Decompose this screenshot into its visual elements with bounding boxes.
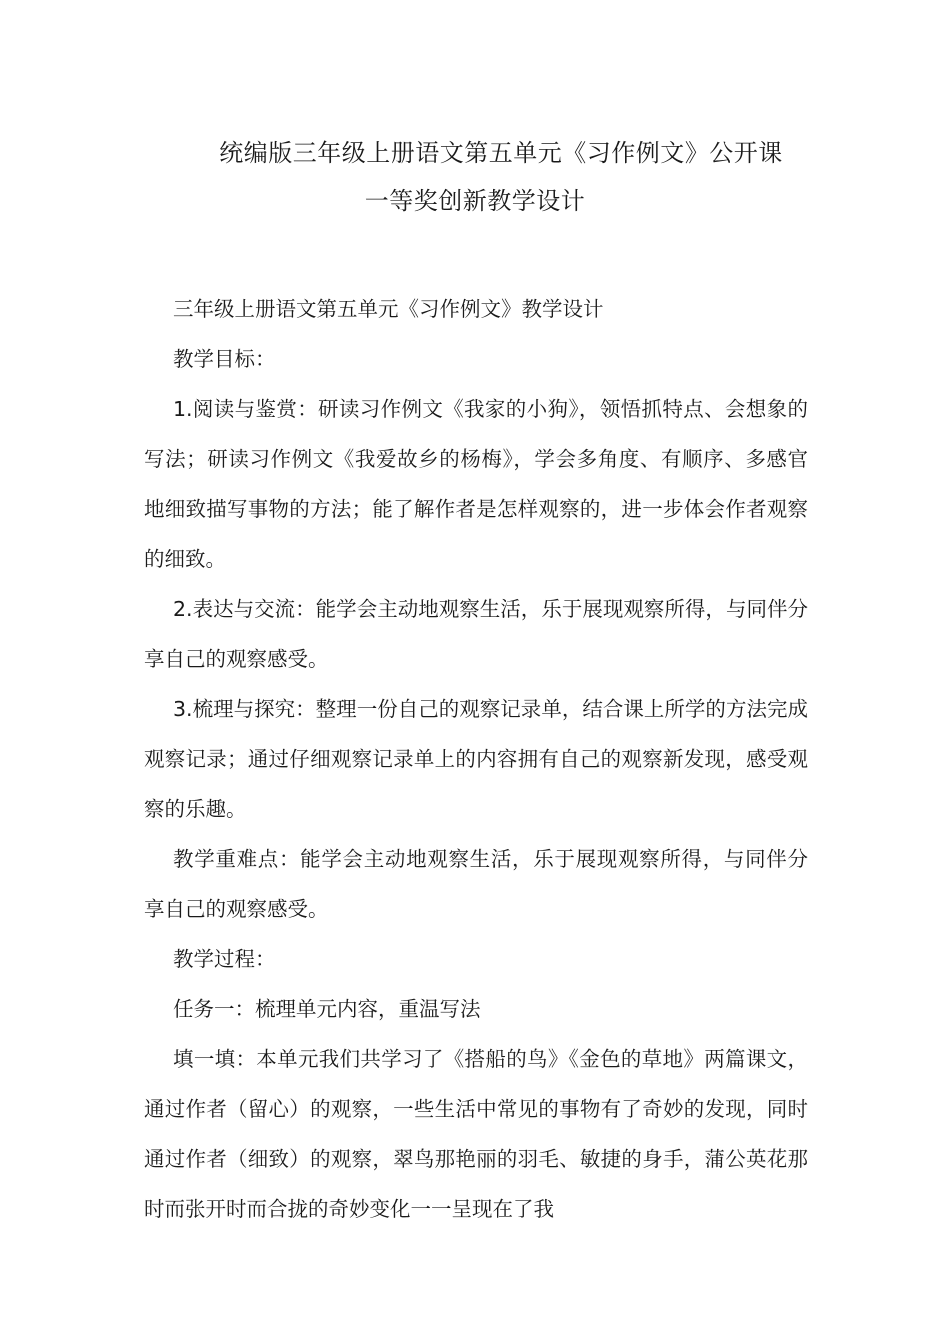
paragraph-subtitle: 三年级上册语文第五单元《习作例文》教学设计 xyxy=(173,297,604,321)
paragraph-goal-3: 3.梳理与探究：整理一份自己的观察记录单，结合课上所学的方法完成观察记录；通过仔细观察记录单上的内容拥有自己的观察新发现，感受观察的乐趣。 xyxy=(144,697,808,821)
paragraph-task-1: 任务一：梳理单元内容，重温写法 xyxy=(173,997,481,1021)
paragraph-fill-in: 填一填：本单元我们共学习了《搭船的鸟》《金色的草地》两篇课文，通过作者（留心）的观察，一些生活中常见的事物有了奇妙的发现，同时通过作者（细致）的观察，翠鸟那艳丽的羽毛、敏捷的身手，蒲公英花那时而张开时而合拢的奇妙变化一一呈现在了我 xyxy=(144,1047,808,1221)
document-title-line-2: 一等奖创新教学设计 xyxy=(364,187,586,215)
paragraph-goal-1: 1.阅读与鉴赏：研读习作例文《我家的小狗》，领悟抓特点、会想象的写法；研读习作例文《我爱故乡的杨梅》，学会多角度、有顺序、多感官地细致描写事物的方法；能了解作者是怎样观察的，进一步体会作者观察的细致。 xyxy=(144,397,808,571)
paragraph-process-heading: 教学过程： xyxy=(173,947,276,971)
document-body xyxy=(144,284,808,1234)
paragraph-goal-2: 2.表达与交流：能学会主动地观察生活，乐于展现观察所得，与同伴分享自己的观察感受。 xyxy=(144,597,808,671)
paragraph-key-difficulties: 教学重难点：能学会主动地观察生活，乐于展现观察所得，与同伴分享自己的观察感受。 xyxy=(144,847,808,921)
paragraph-teaching-goals-heading: 教学目标： xyxy=(173,347,276,371)
document-title-line-1: 统编版三年级上册语文第五单元《习作例文》公开课 xyxy=(219,139,783,167)
